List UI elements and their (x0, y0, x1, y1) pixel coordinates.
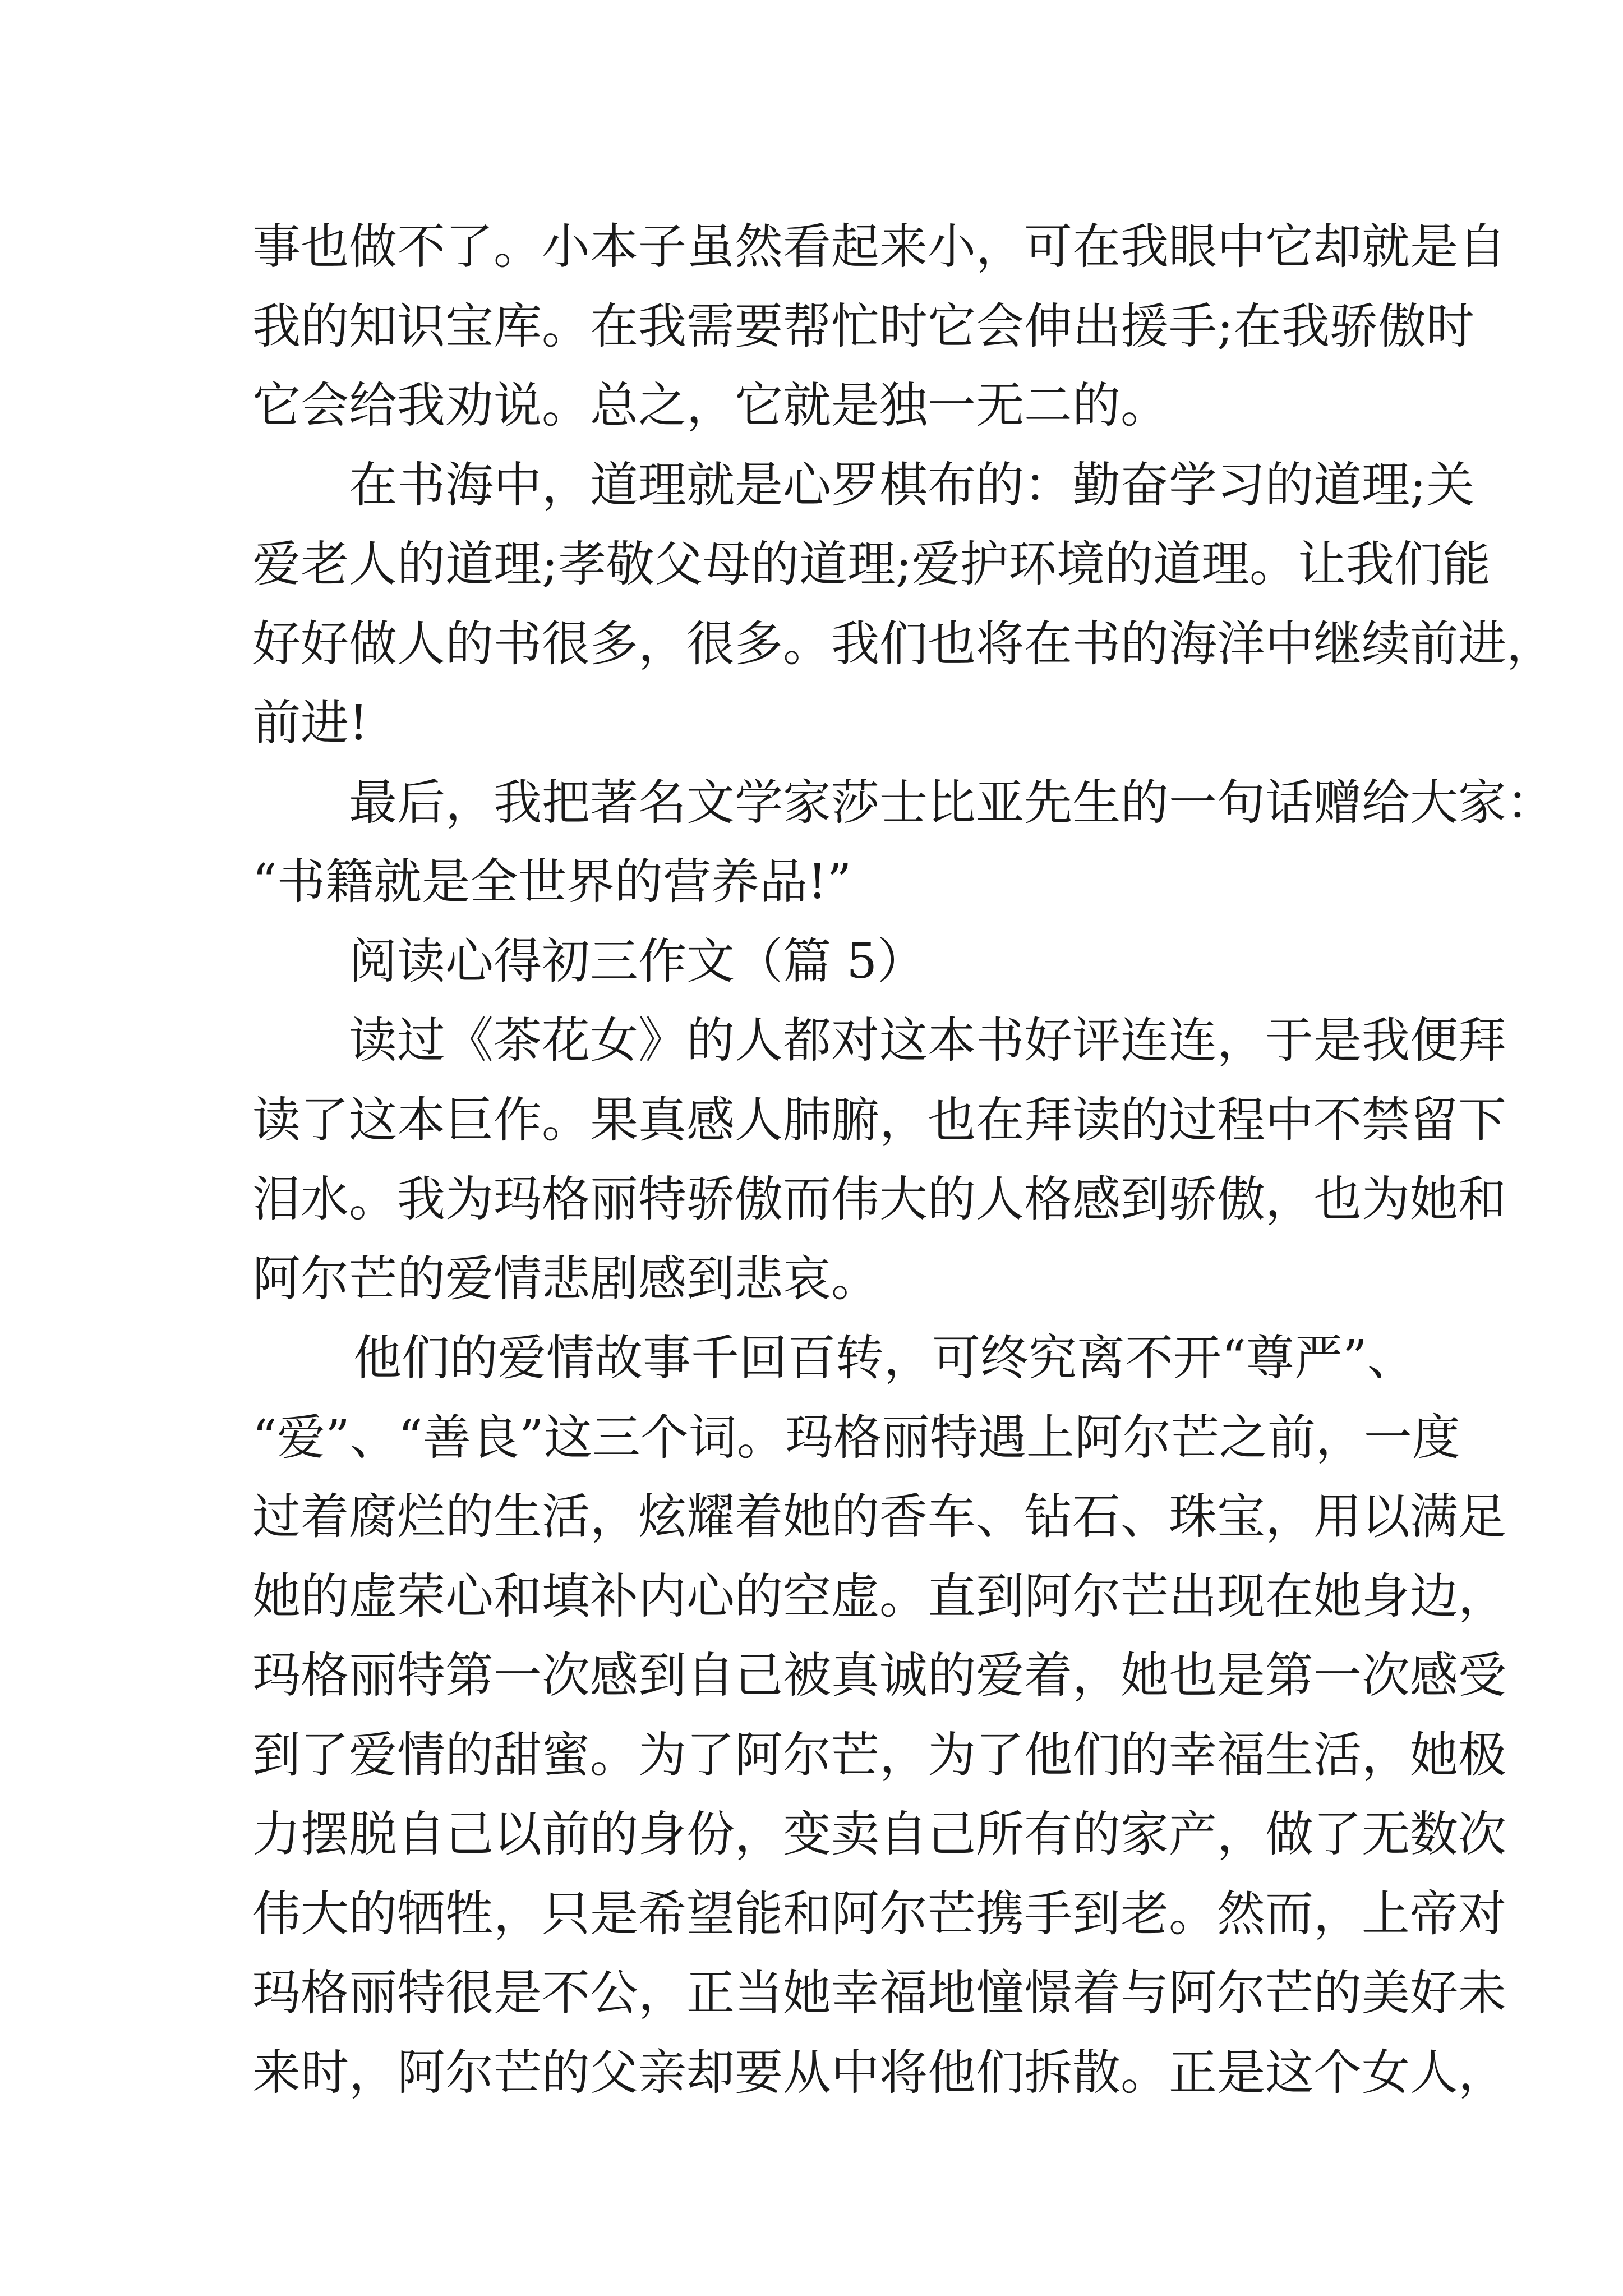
text-line: 玛格丽特第一次感到自己被真诚的爱着，她也是第一次感受 (252, 1648, 1506, 1704)
text-line: 她的虚荣心和填补内心的空虚。直到阿尔芒出现在她身边， (252, 1568, 1506, 1625)
paragraph-first-line: 读过《茶花女》的人都对这本书好评连连，于是我便拜 (349, 1013, 1506, 1069)
paragraph-first-line: 最后，我把著名文学家莎士比亚先生的一句话赠给大家： (349, 774, 1555, 831)
text-line: 过着腐烂的生活，炫耀着她的香车、钻石、珠宝，用以满足 (252, 1489, 1506, 1545)
text-line: 读了这本巨作。果真感人肺腑，也在拜读的过程中不禁留下 (252, 1092, 1506, 1148)
text-line: 前进! (252, 695, 368, 751)
text-line: 到了爱情的甜蜜。为了阿尔芒，为了他们的幸福生活，她极 (252, 1727, 1506, 1783)
text-line: 我的知识宝库。在我需要帮忙时它会伸出援手;在我骄傲时 (252, 298, 1474, 355)
section-heading: 阅读心得初三作文（篇 5） (349, 933, 926, 990)
text-line: 力摆脱自己以前的身份，变卖自己所有的家产，做了无数次 (252, 1806, 1506, 1862)
text-line: 事也做不了。小本子虽然看起来小，可在我眼中它却就是自 (252, 219, 1506, 275)
text-line: 爱老人的道理;孝敬父母的道理;爱护环境的道理。让我们能 (252, 536, 1491, 592)
text-line: 伟大的牺牲，只是希望能和阿尔芒携手到老。然而，上帝对 (252, 1885, 1506, 1942)
paragraph-first-line: 他们的爱情故事千回百转，可终究离不开“尊严”、 (353, 1330, 1415, 1386)
text-line: 好好做人的书很多，很多。我们也将在书的海洋中继续前进， (252, 615, 1555, 672)
text-line: 泪水。我为玛格丽特骄傲而伟大的人格感到骄傲，也为她和 (252, 1171, 1506, 1227)
text-line: 来时，阿尔芒的父亲却要从中将他们拆散。正是这个女人， (252, 2044, 1506, 2101)
quote-line: “书籍就是全世界的营养品!” (252, 854, 852, 910)
document-body (252, 208, 1555, 2113)
text-line: 阿尔芒的爱情悲剧感到悲哀。 (252, 1250, 879, 1307)
paragraph-first-line: 在书海中，道理就是心罗棋布的：勤奋学习的道理;关 (349, 457, 1474, 513)
text-line: 它会给我劝说。总之，它就是独一无二的。 (252, 378, 1169, 434)
text-line: “爱”、“善良”这三个词。玛格丽特遇上阿尔芒之前，一度 (252, 1409, 1460, 1466)
text-line: 玛格丽特很是不公，正当她幸福地憧憬着与阿尔芒的美好未 (252, 1965, 1506, 2021)
